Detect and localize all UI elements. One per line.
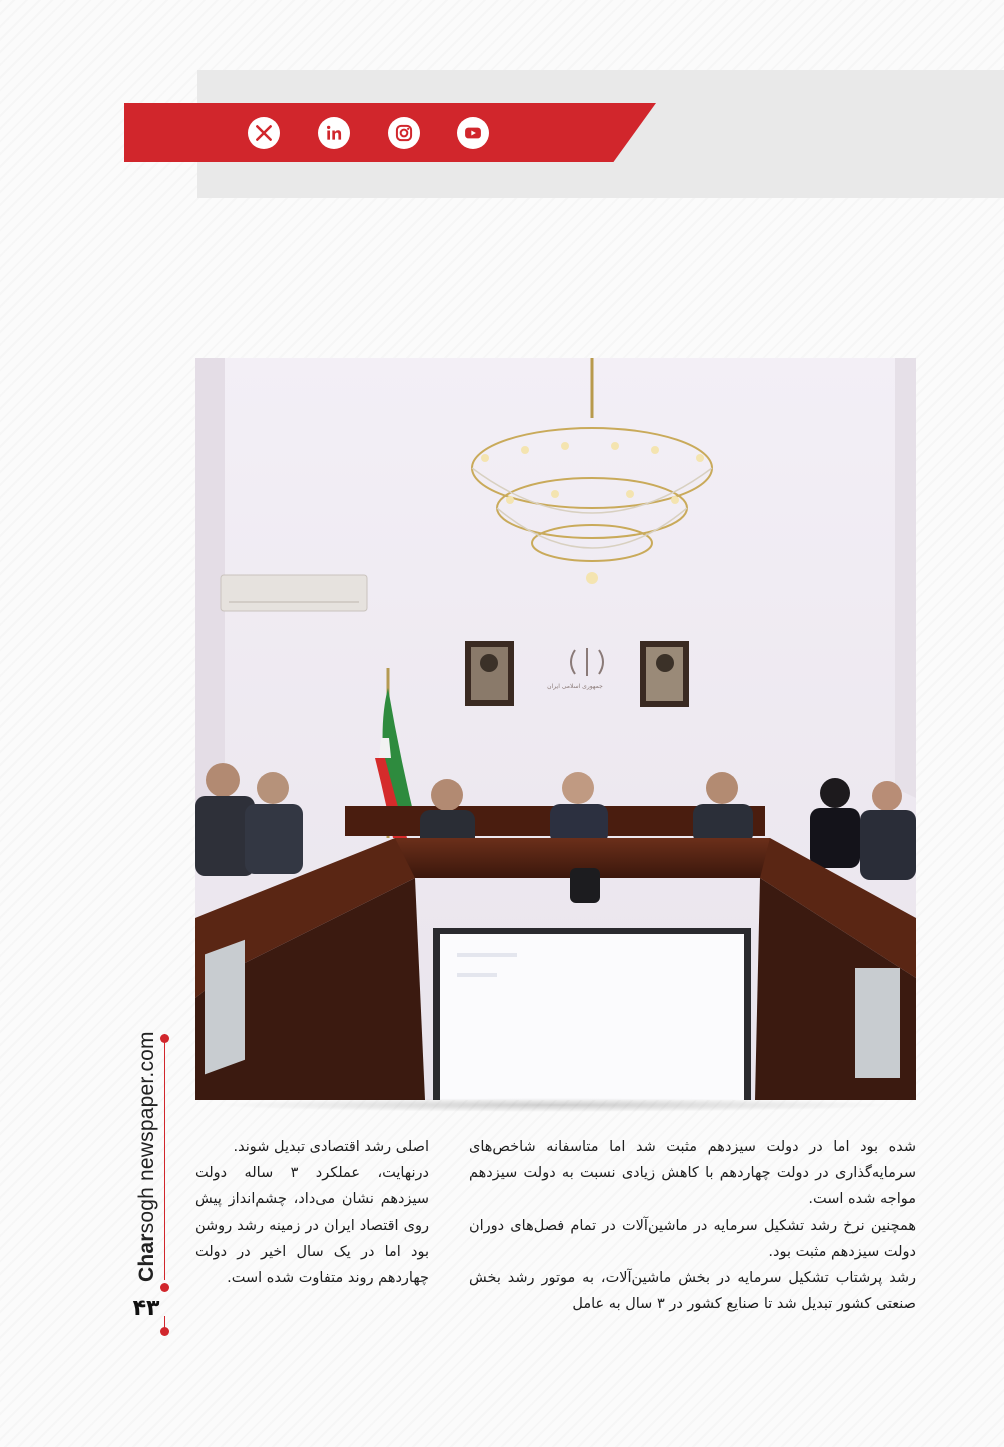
paragraph: شده بود اما در دولت سیزدهم مثبت شد اما متاسفانه شاخص‌های سرمایه‌گذاری در دولت چهاردهم با کاهش زیادی نسبت به دولت سیزدهم مواجه شده است.	[469, 1139, 916, 1208]
air-conditioner	[221, 575, 367, 611]
meeting-photo	[195, 358, 916, 1100]
instagram-icon[interactable]	[388, 117, 420, 149]
x-icon[interactable]	[248, 117, 280, 149]
photo-shadow	[210, 1098, 900, 1112]
emblem-caption: جمهوری اسلامی ایران	[547, 683, 603, 690]
paragraph: همچنین نرخ رشد تشکیل سرمایه در ماشین‌آلات در تمام فصل‌های دوران دولت سیزدهم مثبت بود.	[469, 1217, 916, 1260]
paragraph: درنهایت، عملکرد ۳ ساله دولت سیزدهم نشان می‌داد، چشم‌انداز پیش روی اقتصاد ایران در زمینه رشد روشن بود اما در یک سال اخیر در دولت چهاردهم روند متفاوت شده است.	[195, 1165, 429, 1287]
side-dot	[160, 1034, 169, 1043]
article-column-left	[195, 1134, 429, 1291]
side-dot	[160, 1283, 169, 1292]
page-number: ۴۳	[132, 1296, 160, 1321]
side-rule-top	[164, 1034, 165, 1280]
youtube-icon[interactable]	[457, 117, 489, 149]
site-brand: Charsogh newspaper.com	[135, 1031, 158, 1282]
side-dot	[160, 1327, 169, 1336]
paragraph: اصلی رشد اقتصادی تبدیل شوند.	[233, 1139, 429, 1155]
linkedin-icon[interactable]	[318, 117, 350, 149]
camera	[570, 868, 600, 903]
paragraph: رشد پرشتاب تشکیل سرمایه در بخش ماشین‌آلات، به موتور رشد بخش صنعتی کشور تبدیل شد تا صنایع کشور در ۳ سال به عامل	[469, 1270, 916, 1313]
article-column-right	[469, 1134, 916, 1317]
